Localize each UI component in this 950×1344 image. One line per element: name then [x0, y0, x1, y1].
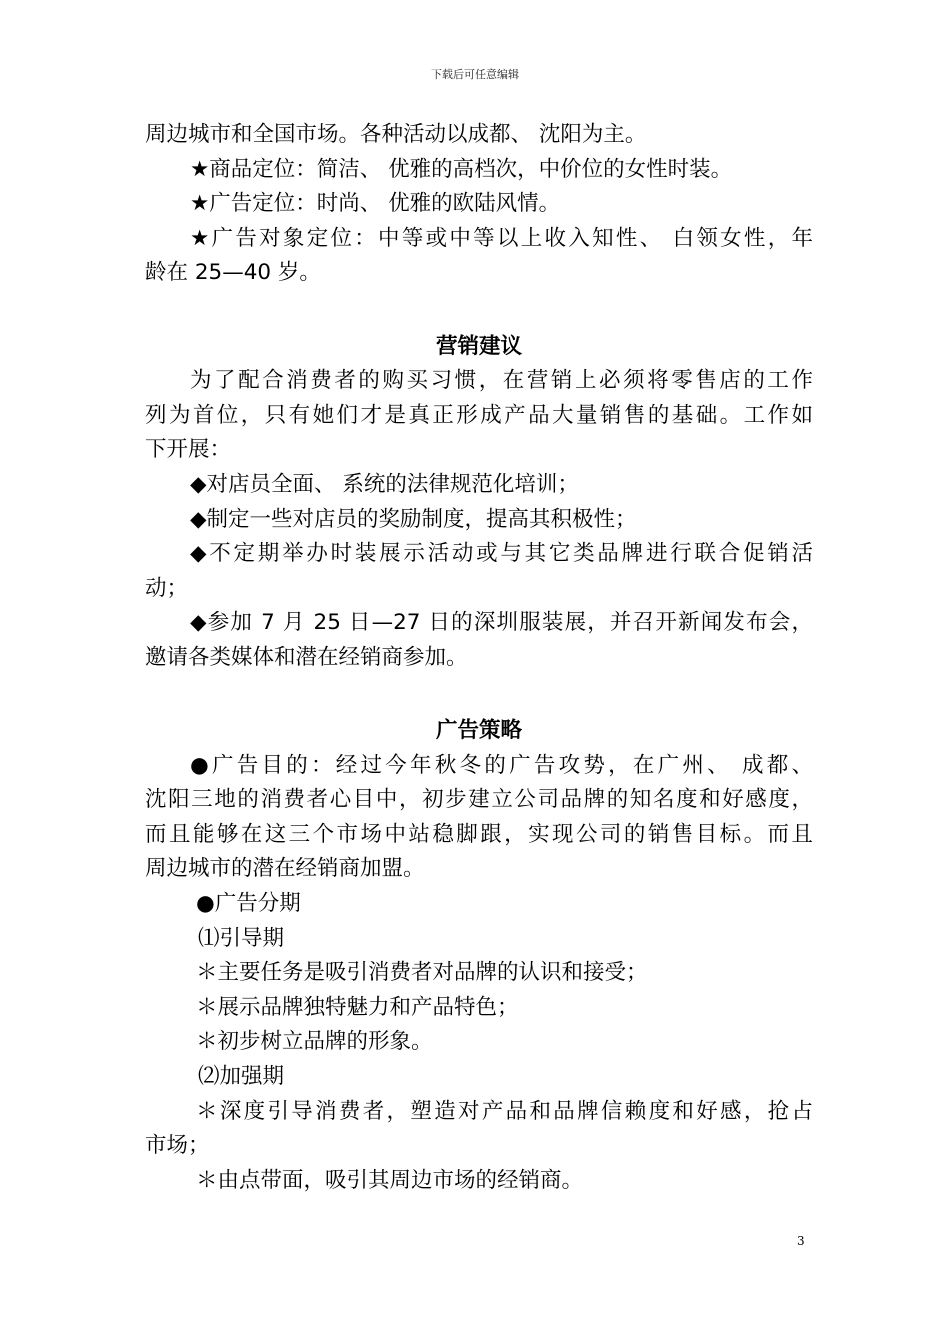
header-note: 下载后可任意编辑: [431, 68, 519, 81]
paragraph-line: 为了配合消费者的购买习惯，在营销上必须将零售店的工作: [190, 368, 813, 394]
list-item: ＊主要任务是吸引消费者对品牌的认识和接受；: [196, 960, 648, 986]
section-title-marketing: 营销建议: [435, 333, 522, 359]
bullet-item-cont: 邀请各类媒体和潜在经销商参加。: [145, 644, 468, 670]
text-line: 周边城市和全国市场。各种活动以成都、 沈阳为主。: [145, 122, 647, 147]
paragraph-line: 而且能够在这三个市场中站稳脚跟，实现公司的销售目标。而且: [145, 821, 813, 847]
list-item-cont: 市场；: [145, 1133, 210, 1159]
paragraph-line: 列为首位，只有她们才是真正形成产品大量销售的基础。工作如: [145, 402, 813, 428]
list-item: ＊初步树立品牌的形象。: [196, 1029, 433, 1055]
document-body: [145, 118, 813, 1198]
bullet-item: ◆不定期举办时装展示活动或与其它类品牌进行联合促销活: [190, 541, 813, 567]
paragraph-line: 下开展：: [145, 437, 232, 463]
text-line: ★广告对象定位：中等或中等以上收入知性、 白领女性，年: [190, 225, 813, 251]
paragraph-line: 沈阳三地的消费者心目中，初步建立公司品牌的知名度和好感度，: [145, 787, 813, 813]
text-line: ★商品定位：简洁、 优雅的高档次，中价位的女性时装。: [190, 156, 733, 182]
list-item: ＊展示品牌独特魅力和产品特色；: [196, 994, 519, 1020]
stage-heading: ⑴引导期: [198, 925, 285, 951]
subheading: ●广告分期: [196, 891, 301, 917]
bullet-item: ◆制定一些对店员的奖励制度，提高其积极性；: [190, 506, 637, 532]
bullet-item: ◆对店员全面、 系统的法律规范化培训；: [190, 471, 579, 497]
bullet-item-cont: 动；: [145, 575, 189, 601]
page-number: 3: [797, 1234, 805, 1248]
list-item: ＊深度引导消费者，塑造对产品和品牌信赖度和好感，抢占: [196, 1098, 813, 1124]
list-item: ＊由点带面，吸引其周边市场的经销商。: [196, 1167, 584, 1193]
paragraph-line: 周边城市的潜在经销商加盟。: [145, 856, 425, 882]
text-line: ★广告定位：时尚、 优雅的欧陆风情。: [190, 191, 561, 217]
stage-heading: ⑵加强期: [198, 1064, 285, 1090]
bullet-item: ◆参加 7 月 25 日—27 日的深圳服装展，并召开新闻发布会，: [190, 610, 813, 636]
text-line: 龄在 25—40 岁。: [145, 260, 321, 286]
section-title-advertising: 广告策略: [435, 718, 522, 744]
paragraph-line: ●广告目的：经过今年秋冬的广告攻势，在广州、 成都、: [190, 752, 813, 778]
